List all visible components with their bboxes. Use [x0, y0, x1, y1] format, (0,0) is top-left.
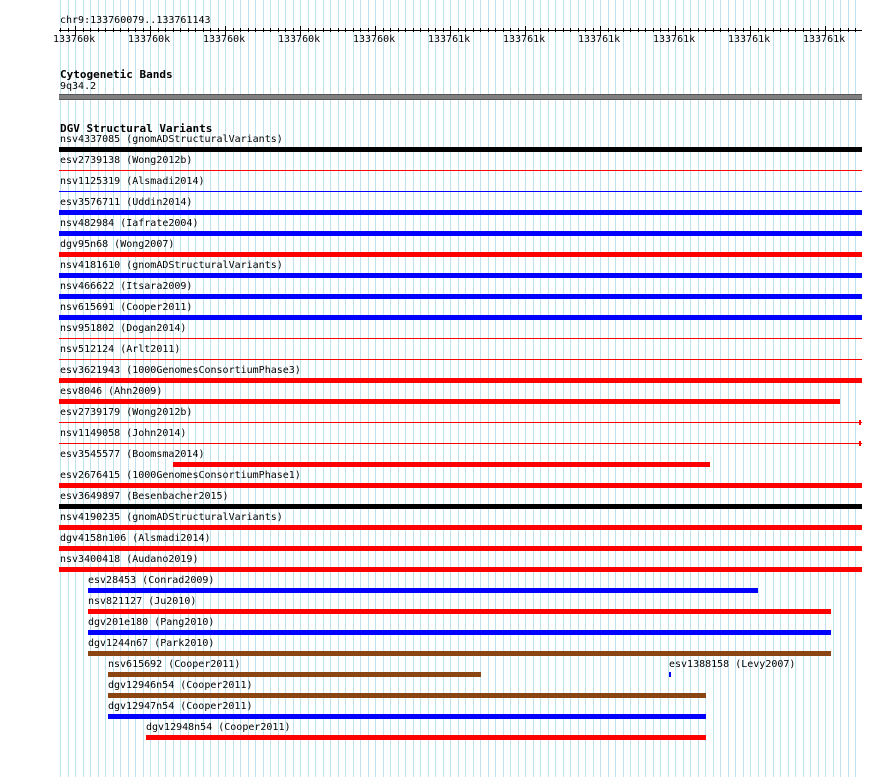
- ruler-minor-tick: [503, 28, 504, 32]
- ruler-minor-tick: [120, 28, 121, 32]
- variant-bar[interactable]: [108, 672, 481, 677]
- gridline: [308, 0, 309, 777]
- ruler-minor-tick: [495, 28, 496, 32]
- gridline: [443, 0, 444, 777]
- ruler-minor-tick: [368, 28, 369, 32]
- ruler-minor-tick: [683, 28, 684, 32]
- gridline: [345, 0, 346, 777]
- ruler-minor-tick: [855, 28, 856, 32]
- ruler-minor-tick: [473, 28, 474, 32]
- ruler-minor-tick: [735, 28, 736, 32]
- gridline: [510, 0, 511, 777]
- gridline: [563, 0, 564, 777]
- gridline: [390, 0, 391, 777]
- gridline: [270, 0, 271, 777]
- gridline: [638, 0, 639, 777]
- ruler-minor-tick: [90, 28, 91, 32]
- variant-bar[interactable]: [59, 443, 862, 444]
- variant-label[interactable]: nsv4337085 (gnomADStructuralVariants): [60, 134, 283, 145]
- variant-label[interactable]: esv8046 (Ahn2009): [60, 386, 163, 397]
- variant-end-marker: [859, 441, 861, 446]
- ruler-minor-tick: [488, 28, 489, 32]
- gridline: [495, 0, 496, 777]
- ruler-minor-tick: [210, 28, 211, 32]
- gridline: [255, 0, 256, 777]
- variant-label[interactable]: nsv512124 (Arlt2011): [60, 344, 181, 355]
- variant-bar[interactable]: [59, 567, 862, 572]
- gridline: [353, 0, 354, 777]
- ruler-minor-tick: [158, 28, 159, 32]
- variant-label[interactable]: nsv1125319 (Alsmadi2014): [60, 176, 205, 187]
- ruler-minor-tick: [518, 28, 519, 32]
- ruler-minor-tick: [773, 28, 774, 32]
- variant-label[interactable]: dgv12948n54 (Cooper2011): [146, 722, 291, 733]
- gridline: [855, 0, 856, 777]
- gridline: [330, 0, 331, 777]
- ruler-minor-tick: [390, 28, 391, 32]
- gridline: [488, 0, 489, 777]
- ruler-minor-tick: [728, 28, 729, 32]
- variant-label[interactable]: dgv12946n54 (Cooper2011): [108, 680, 253, 691]
- ruler-minor-tick: [270, 28, 271, 32]
- variant-bar[interactable]: [88, 588, 758, 593]
- ruler-tick-label: 133761k: [578, 34, 621, 45]
- ruler-minor-tick: [780, 28, 781, 32]
- ruler-minor-tick: [173, 28, 174, 32]
- ruler-minor-tick: [548, 28, 549, 32]
- gridline: [428, 0, 429, 777]
- gridline: [338, 0, 339, 777]
- variant-label[interactable]: dgv201e180 (Pang2010): [88, 617, 215, 628]
- gridline: [360, 0, 361, 777]
- ruler-minor-tick: [765, 28, 766, 32]
- ruler-minor-tick: [248, 28, 249, 32]
- ruler-minor-tick: [743, 28, 744, 32]
- ruler-minor-tick: [713, 28, 714, 32]
- gridline: [420, 0, 421, 777]
- ruler-minor-tick: [848, 28, 849, 32]
- ruler-minor-tick: [165, 28, 166, 32]
- variant-label[interactable]: dgv12947n54 (Cooper2011): [108, 701, 253, 712]
- gridline: [413, 0, 414, 777]
- variant-bar[interactable]: [669, 672, 671, 677]
- gridline: [548, 0, 549, 777]
- variant-bar[interactable]: [59, 231, 862, 236]
- variant-bar[interactable]: [59, 252, 862, 257]
- ruler-minor-tick: [143, 28, 144, 32]
- variant-bar[interactable]: [59, 483, 862, 488]
- ruler-minor-tick: [458, 28, 459, 32]
- ruler-minor-tick: [608, 28, 609, 32]
- ruler-minor-tick: [98, 28, 99, 32]
- gridline: [503, 0, 504, 777]
- ruler-minor-tick: [345, 28, 346, 32]
- gridline: [593, 0, 594, 777]
- variant-bar[interactable]: [88, 630, 831, 635]
- variant-label[interactable]: nsv482984 (Iafrate2004): [60, 218, 199, 229]
- ruler-minor-tick: [840, 28, 841, 32]
- ruler-minor-tick: [803, 28, 804, 32]
- gridline: [518, 0, 519, 777]
- gridline: [540, 0, 541, 777]
- gridline: [818, 0, 819, 777]
- ruler-minor-tick: [60, 28, 61, 32]
- ruler-minor-tick: [135, 28, 136, 32]
- gridline: [833, 0, 834, 777]
- gridline: [435, 0, 436, 777]
- variant-label[interactable]: nsv4190235 (gnomADStructuralVariants): [60, 512, 283, 523]
- variant-label[interactable]: esv2676415 (1000GenomesConsortiumPhase1): [60, 470, 301, 481]
- ruler-minor-tick: [188, 28, 189, 32]
- gridline: [480, 0, 481, 777]
- variant-label[interactable]: nsv615691 (Cooper2011): [60, 302, 193, 313]
- variant-label[interactable]: esv28453 (Conrad2009): [88, 575, 215, 586]
- gridline: [600, 0, 601, 777]
- ruler-minor-tick: [128, 28, 129, 32]
- ruler-minor-tick: [83, 28, 84, 32]
- gridline: [293, 0, 294, 777]
- ruler-minor-tick: [413, 28, 414, 32]
- gridline: [653, 0, 654, 777]
- variant-label[interactable]: esv3576711 (Uddin2014): [60, 197, 193, 208]
- variant-bar[interactable]: [59, 338, 862, 339]
- ruler-minor-tick: [360, 28, 361, 32]
- ruler-minor-tick: [540, 28, 541, 32]
- cytoband-label: 9q34.2: [60, 81, 97, 92]
- variant-label[interactable]: esv3621943 (1000GenomesConsortiumPhase3): [60, 365, 301, 376]
- ruler-tick-label: 133760k: [278, 34, 321, 45]
- gridline: [368, 0, 369, 777]
- variant-label[interactable]: dgv1244n67 (Park2010): [88, 638, 215, 649]
- variant-bar[interactable]: [59, 273, 862, 278]
- variant-bar[interactable]: [59, 294, 862, 299]
- gridline: [458, 0, 459, 777]
- gridline: [375, 0, 376, 777]
- ruler-minor-tick: [180, 28, 181, 32]
- gridline: [840, 0, 841, 777]
- variant-bar[interactable]: [59, 378, 862, 383]
- ruler-minor-tick: [233, 28, 234, 32]
- gridline: [248, 0, 249, 777]
- variant-label[interactable]: nsv466622 (Itsara2009): [60, 281, 193, 292]
- variant-bar[interactable]: [59, 315, 862, 320]
- ruler-minor-tick: [113, 28, 114, 32]
- gridline: [323, 0, 324, 777]
- ruler-minor-tick: [308, 28, 309, 32]
- variant-bar[interactable]: [59, 525, 862, 530]
- variant-bar[interactable]: [108, 693, 706, 698]
- ruler-minor-tick: [795, 28, 796, 32]
- ruler-minor-tick: [623, 28, 624, 32]
- variant-label[interactable]: esv2739138 (Wong2012b): [60, 155, 193, 166]
- ruler-tick-label: 133760k: [203, 34, 246, 45]
- ruler-minor-tick: [563, 28, 564, 32]
- ruler-minor-tick: [195, 28, 196, 32]
- ruler-minor-tick: [443, 28, 444, 32]
- variant-bar[interactable]: [59, 399, 840, 404]
- gridline: [608, 0, 609, 777]
- ruler-minor-tick: [690, 28, 691, 32]
- gridline: [263, 0, 264, 777]
- gridline: [825, 0, 826, 777]
- ruler-minor-tick: [435, 28, 436, 32]
- ruler-minor-tick: [615, 28, 616, 32]
- ruler-minor-tick: [240, 28, 241, 32]
- ruler-tick-label: 133761k: [428, 34, 471, 45]
- gridline: [555, 0, 556, 777]
- gridline: [278, 0, 279, 777]
- gridline: [383, 0, 384, 777]
- variant-bar[interactable]: [173, 462, 710, 467]
- gridline: [615, 0, 616, 777]
- variant-bar[interactable]: [59, 191, 862, 192]
- ruler-minor-tick: [465, 28, 466, 32]
- ruler-tick-label: 133761k: [803, 34, 846, 45]
- variant-label[interactable]: nsv615692 (Cooper2011): [108, 659, 241, 670]
- gridline: [398, 0, 399, 777]
- ruler-minor-tick: [428, 28, 429, 32]
- ruler-minor-tick: [255, 28, 256, 32]
- ruler-minor-tick: [323, 28, 324, 32]
- variant-bar[interactable]: [59, 359, 862, 360]
- variant-bar[interactable]: [59, 210, 862, 215]
- gridline: [645, 0, 646, 777]
- ruler-minor-tick: [293, 28, 294, 32]
- gridline: [585, 0, 586, 777]
- variant-label[interactable]: esv3649897 (Besenbacher2015): [60, 491, 229, 502]
- gridline: [810, 0, 811, 777]
- ruler-minor-tick: [383, 28, 384, 32]
- ruler-minor-tick: [278, 28, 279, 32]
- ruler-minor-tick: [315, 28, 316, 32]
- ruler-minor-tick: [555, 28, 556, 32]
- ruler-minor-tick: [480, 28, 481, 32]
- variant-end-marker: [859, 420, 861, 425]
- ruler-minor-tick: [698, 28, 699, 32]
- gridline: [533, 0, 534, 777]
- variant-label[interactable]: nsv4181610 (gnomADStructuralVariants): [60, 260, 283, 271]
- gridline: [578, 0, 579, 777]
- gridline: [525, 0, 526, 777]
- ruler-minor-tick: [203, 28, 204, 32]
- variant-label[interactable]: nsv3400418 (Audano2019): [60, 554, 199, 565]
- gridline: [300, 0, 301, 777]
- ruler-tick-label: 133760k: [353, 34, 396, 45]
- ruler-minor-tick: [420, 28, 421, 32]
- location-label: chr9:133760079..133761143: [60, 15, 211, 26]
- ruler-minor-tick: [353, 28, 354, 32]
- gridline: [450, 0, 451, 777]
- ruler-minor-tick: [570, 28, 571, 32]
- variant-label[interactable]: dgv95n68 (Wong2007): [60, 239, 175, 250]
- gridline: [465, 0, 466, 777]
- cytoband-bar[interactable]: [59, 94, 862, 100]
- ruler-minor-tick: [510, 28, 511, 32]
- variant-bar[interactable]: [59, 504, 862, 509]
- variant-bar[interactable]: [88, 651, 831, 656]
- gridline: [848, 0, 849, 777]
- ruler-minor-tick: [398, 28, 399, 32]
- ruler-minor-tick: [720, 28, 721, 32]
- variant-label[interactable]: nsv1149058 (John2014): [60, 428, 187, 439]
- ruler-minor-tick: [833, 28, 834, 32]
- gridline: [660, 0, 661, 777]
- gridline: [630, 0, 631, 777]
- ruler-minor-tick: [645, 28, 646, 32]
- variant-bar[interactable]: [88, 609, 831, 614]
- ruler-minor-tick: [68, 28, 69, 32]
- variant-label[interactable]: esv1388158 (Levy2007): [669, 659, 796, 670]
- variant-label[interactable]: nsv951802 (Dogan2014): [60, 323, 187, 334]
- gridline: [405, 0, 406, 777]
- variant-label[interactable]: dgv4158n106 (Alsmadi2014): [60, 533, 211, 544]
- ruler-minor-tick: [285, 28, 286, 32]
- ruler-minor-tick: [653, 28, 654, 32]
- ruler-minor-tick: [638, 28, 639, 32]
- cytoband-track-title[interactable]: Cytogenetic Bands: [60, 68, 173, 81]
- ruler-minor-tick: [218, 28, 219, 32]
- ruler-minor-tick: [533, 28, 534, 32]
- ruler-minor-tick: [788, 28, 789, 32]
- ruler-minor-tick: [105, 28, 106, 32]
- ruler-minor-tick: [578, 28, 579, 32]
- variant-bar[interactable]: [59, 147, 862, 152]
- ruler-tick-label: 133760k: [128, 34, 171, 45]
- variant-bar[interactable]: [108, 714, 706, 719]
- variant-bar[interactable]: [59, 546, 862, 551]
- gridline: [315, 0, 316, 777]
- ruler-tick-label: 133760k: [53, 34, 96, 45]
- ruler-minor-tick: [593, 28, 594, 32]
- variant-bar[interactable]: [59, 170, 862, 171]
- variant-bar[interactable]: [146, 735, 706, 740]
- ruler-minor-tick: [668, 28, 669, 32]
- gridline: [570, 0, 571, 777]
- ruler-tick-label: 133761k: [503, 34, 546, 45]
- variant-label[interactable]: nsv821127 (Ju2010): [88, 596, 197, 607]
- ruler-minor-tick: [630, 28, 631, 32]
- variant-label[interactable]: esv3545577 (Boomsma2014): [60, 449, 205, 460]
- ruler-minor-tick: [585, 28, 586, 32]
- ruler-minor-tick: [705, 28, 706, 32]
- gridline: [285, 0, 286, 777]
- ruler-tick-label: 133761k: [728, 34, 771, 45]
- gridline: [623, 0, 624, 777]
- ruler-minor-tick: [263, 28, 264, 32]
- gridline: [473, 0, 474, 777]
- ruler-minor-tick: [330, 28, 331, 32]
- ruler-minor-tick: [810, 28, 811, 32]
- variant-label[interactable]: esv2739179 (Wong2012b): [60, 407, 193, 418]
- ruler-minor-tick: [818, 28, 819, 32]
- ruler-minor-tick: [660, 28, 661, 32]
- dgv-track-title[interactable]: DGV Structural Variants: [60, 122, 213, 135]
- variant-bar[interactable]: [59, 422, 862, 423]
- ruler-minor-tick: [338, 28, 339, 32]
- gridline: [803, 0, 804, 777]
- ruler-minor-tick: [405, 28, 406, 32]
- ruler-tick-label: 133761k: [653, 34, 696, 45]
- ruler-minor-tick: [758, 28, 759, 32]
